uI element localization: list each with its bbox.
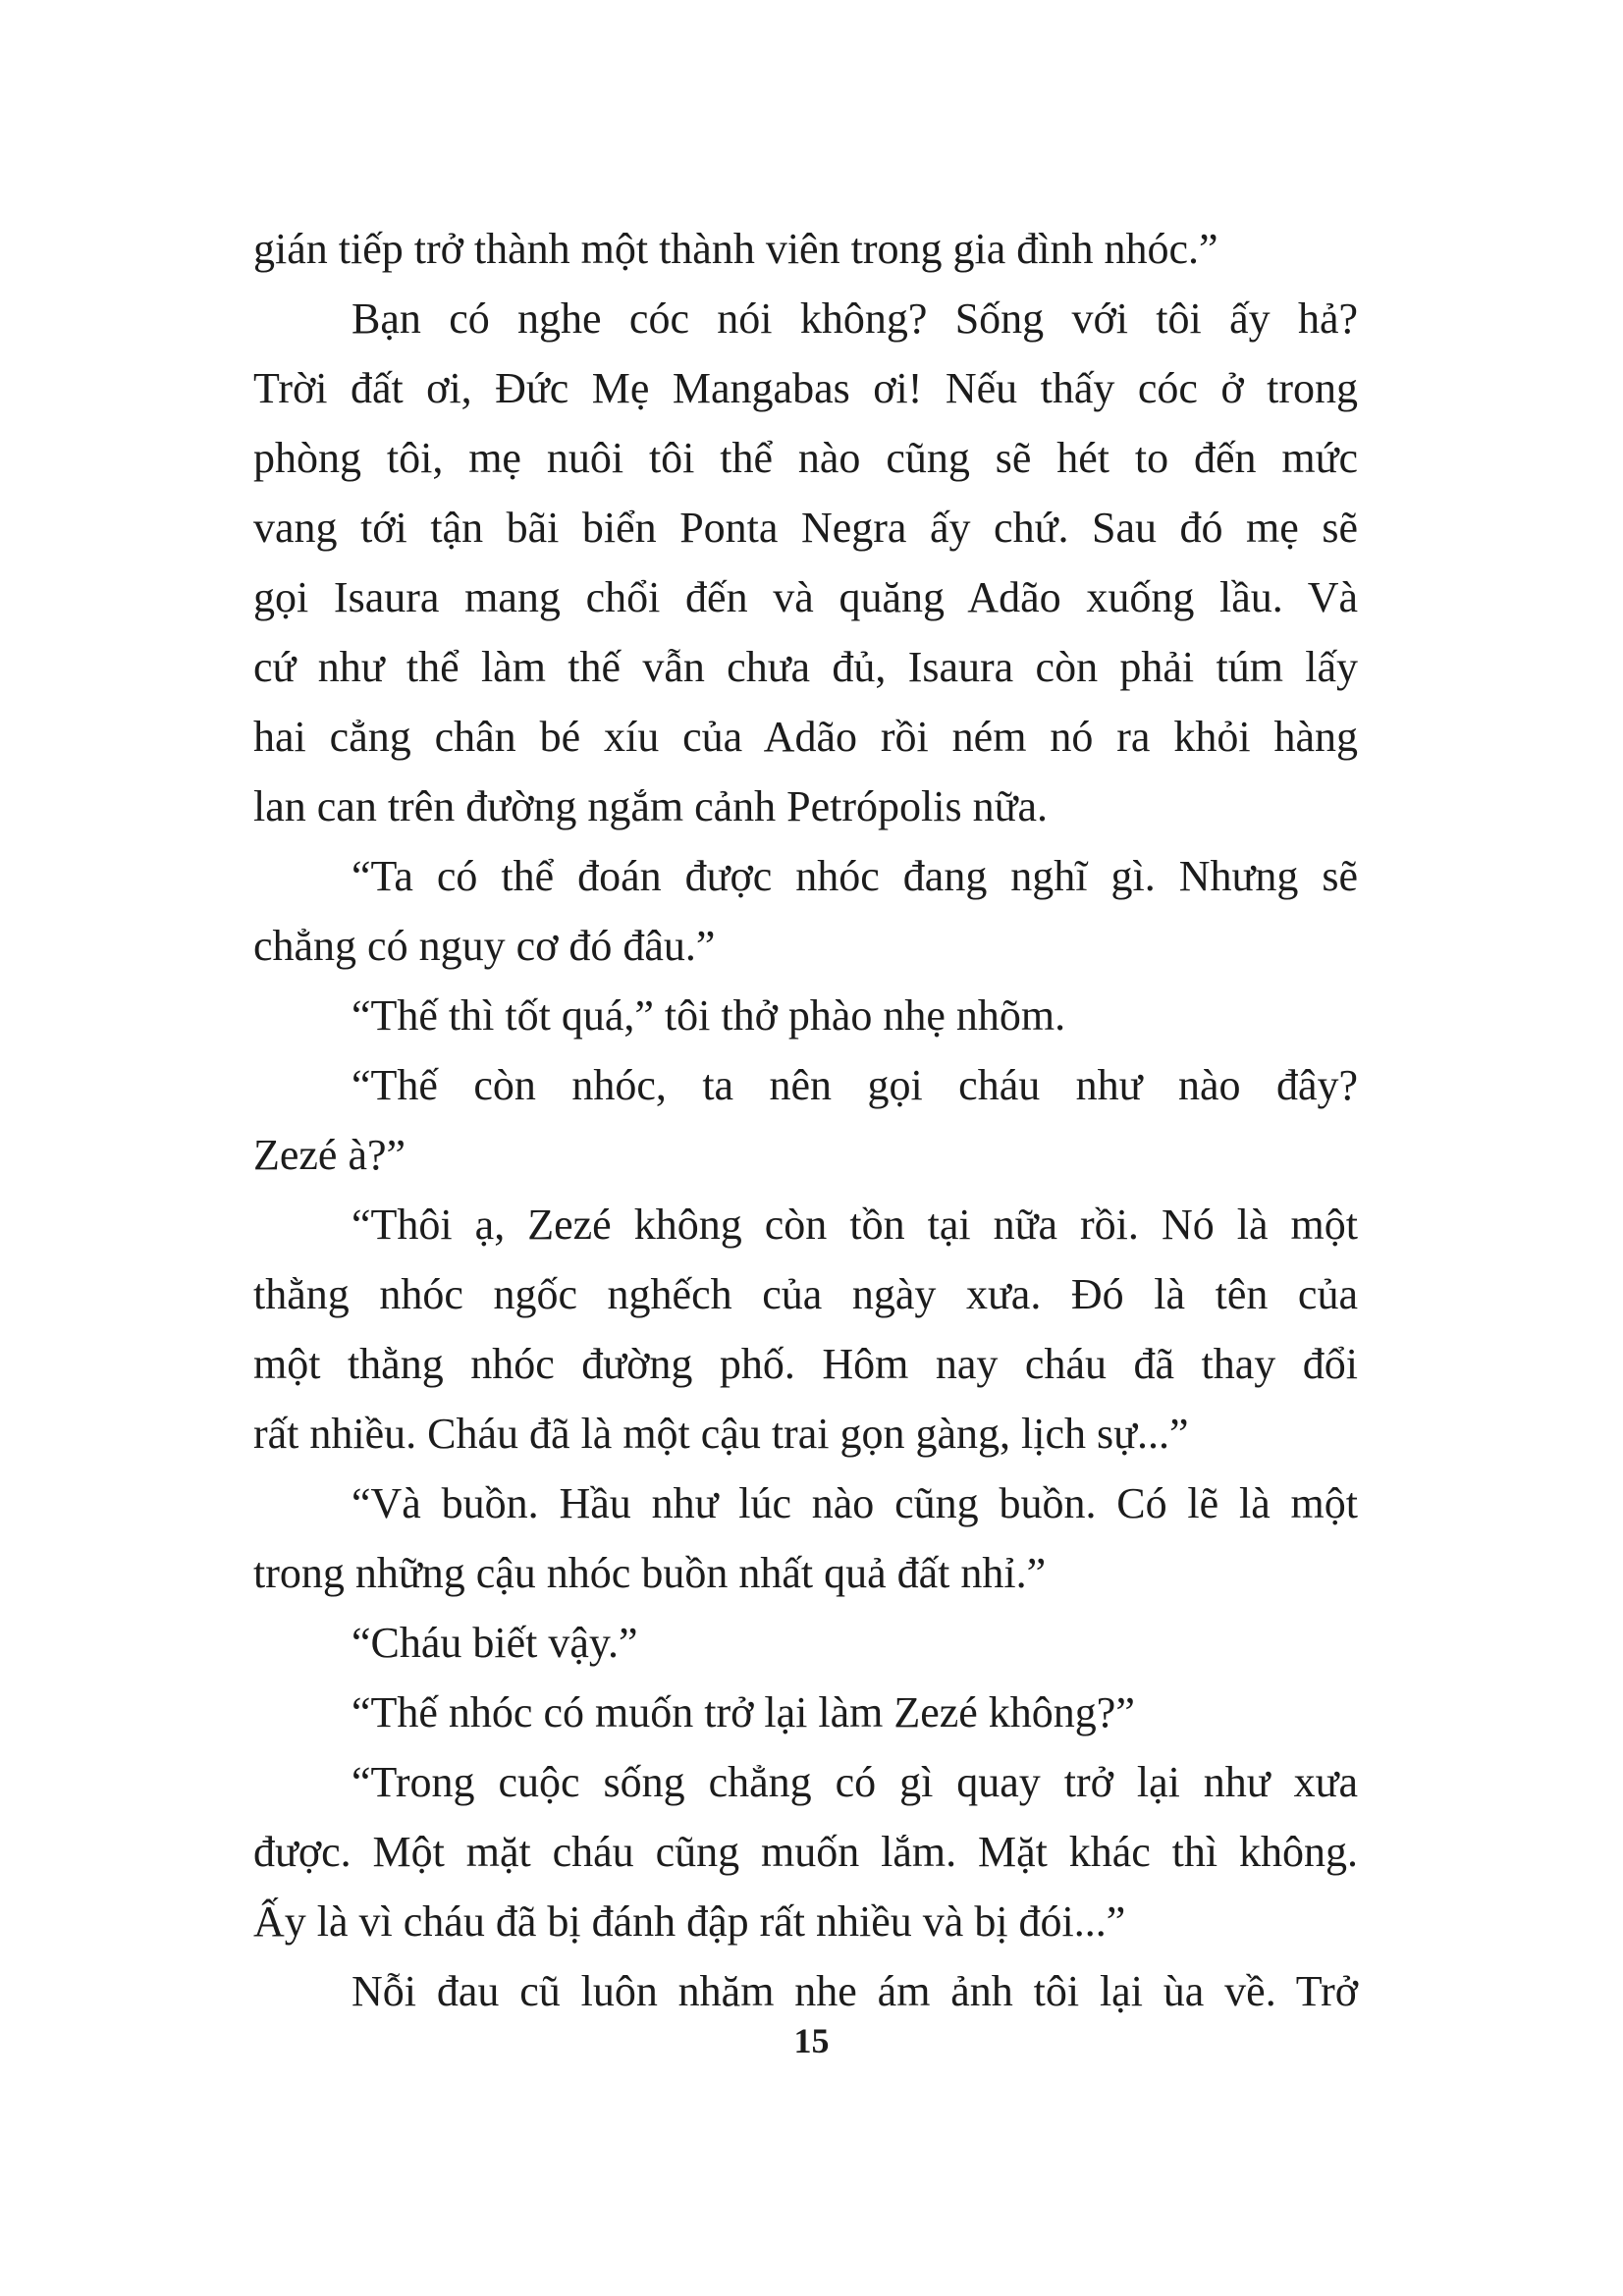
- text-line: “Thế thì tốt quá,” tôi thở phào nhẹ nhõm.: [352, 991, 1066, 1040]
- body-text: [253, 214, 1358, 2026]
- text-line: gọi Isaura mang chổi đến và quăng Adão xuống lầu. Và: [253, 573, 1358, 621]
- text-line: “Thế nhóc có muốn trở lại làm Zezé không?”: [352, 1688, 1135, 1736]
- text-line: “Thôi ạ, Zezé không còn tồn tại nữa rồi. Nó là một: [352, 1201, 1358, 1249]
- text-line: chẳng có nguy cơ đó đâu.”: [253, 922, 716, 970]
- text-line: Ấy là vì cháu đã bị đánh đập rất nhiều và bị đói...”: [253, 1897, 1126, 1946]
- text-line: “Thế còn nhóc, ta nên gọi cháu như nào đây?: [352, 1061, 1358, 1109]
- text-line: Bạn có nghe cóc nói không? Sống với tôi ấy hả?: [352, 294, 1358, 343]
- text-line: được. Một mặt cháu cũng muốn lắm. Mặt khác thì không.: [253, 1828, 1358, 1876]
- text-line: vang tới tận bãi biển Ponta Negra ấy chứ. Sau đó mẹ sẽ: [253, 504, 1358, 552]
- text-line: Zezé à?”: [253, 1131, 406, 1179]
- text-line: phòng tôi, mẹ nuôi tôi thể nào cũng sẽ hét to đến mức: [253, 434, 1358, 482]
- text-line: “Ta có thể đoán được nhóc đang nghĩ gì. Nhưng sẽ: [352, 852, 1358, 900]
- text-line: Trời đất ơi, Đức Mẹ Mangabas ơi! Nếu thấy cóc ở trong: [253, 364, 1358, 412]
- text-line: “Trong cuộc sống chẳng có gì quay trở lại như xưa: [352, 1758, 1358, 1806]
- page-number: 15: [793, 2021, 830, 2060]
- text-line: hai cẳng chân bé xíu của Adão rồi ném nó ra khỏi hàng: [253, 713, 1358, 761]
- text-line: rất nhiều. Cháu đã là một cậu trai gọn gàng, lịch sự...”: [253, 1410, 1189, 1458]
- text-line: lan can trên đường ngắm cảnh Petrópolis nữa.: [253, 782, 1048, 830]
- text-line: Nỗi đau cũ luôn nhăm nhe ám ảnh tôi lại ùa về. Trở: [352, 1967, 1358, 2015]
- text-line: “Và buồn. Hầu như lúc nào cũng buồn. Có lẽ là một: [352, 1479, 1358, 1527]
- text-line: gián tiếp trở thành một thành viên trong gia đình nhóc.”: [253, 225, 1218, 273]
- text-line: thằng nhóc ngốc nghếch của ngày xưa. Đó là tên của: [253, 1270, 1358, 1318]
- text-line: “Cháu biết vậy.”: [352, 1619, 638, 1667]
- text-line: trong những cậu nhóc buồn nhất quả đất nhỉ.”: [253, 1549, 1047, 1597]
- text-line: một thằng nhóc đường phố. Hôm nay cháu đã thay đổi: [253, 1340, 1358, 1388]
- text-line: cứ như thể làm thế vẫn chưa đủ, Isaura còn phải túm lấy: [253, 643, 1358, 691]
